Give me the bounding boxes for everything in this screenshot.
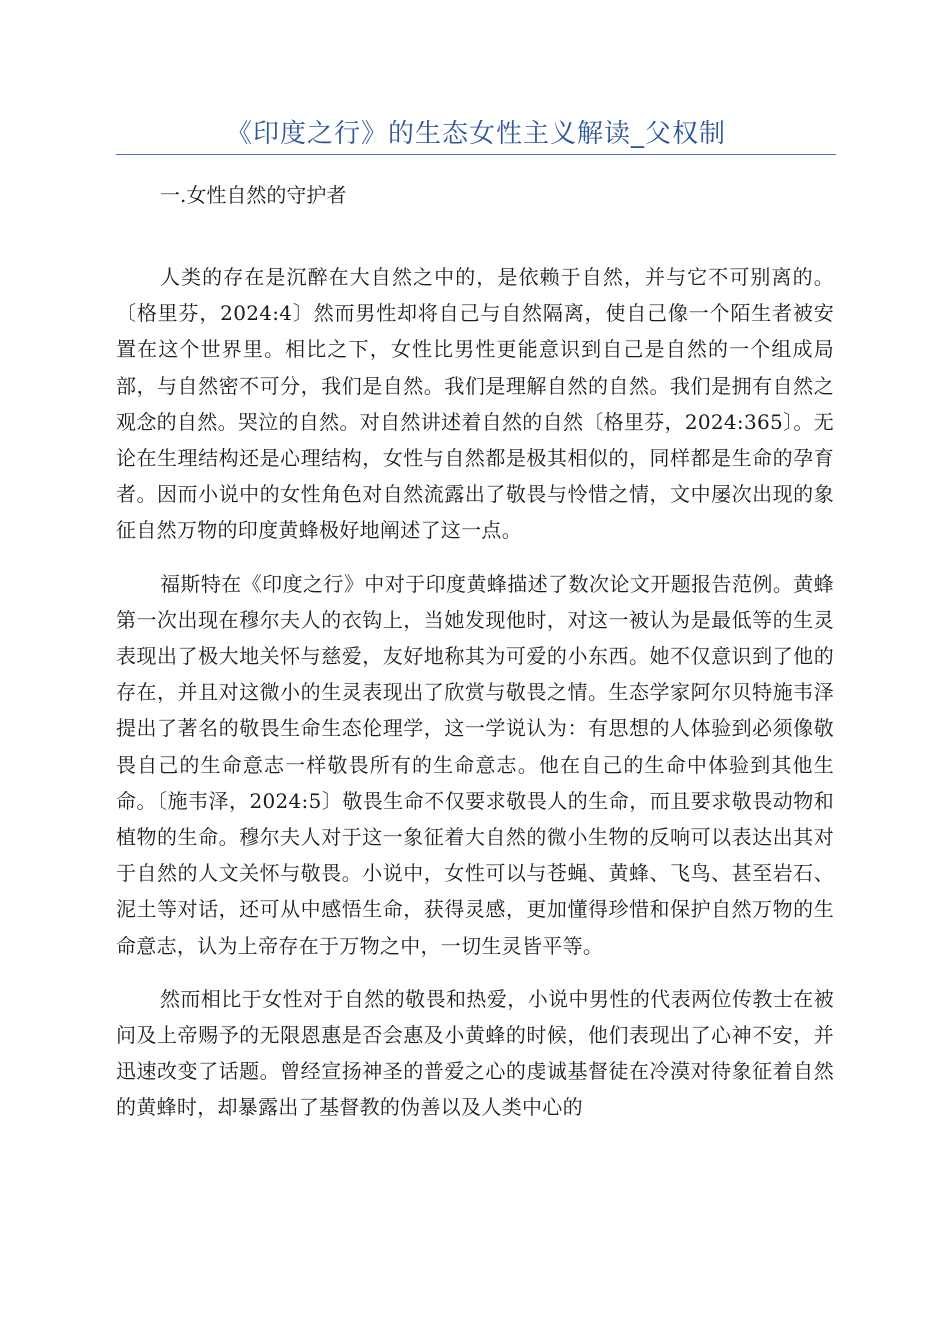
section-heading: 一.女性自然的守护者: [160, 183, 347, 207]
document-body: [116, 177, 834, 1126]
document-title: 《印度之行》的生态女性主义解读_父权制: [225, 119, 726, 149]
spacer: [116, 549, 834, 566]
spacer: [116, 213, 834, 259]
paragraph-1: 人类的存在是沉醉在大自然之中的，是依赖于自然，并与它不可别离的。〔格里芬，2024:4〕然而男性却将自己与自然隔离，使自己像一个陌生者被安置在这个世界里。相比之下，女性比男性更能意识到自己是自然的一个组成局部，与自然密不可分，我们是自然。我们是理解自然的自然。我们是拥有自然之观念的自然。哭泣的自然。对自然讲述着自然的自然〔格里芬，2024:365〕。无论在生理结构还是心理结构，女性与自然都是极其相似的，同样都是生命的孕育者。因而小说中的女性角色对自然流露出了敬畏与怜惜之情，文中屡次出现的象征自然万物的印度黄蜂极好地阐述了这一点。: [116, 265, 834, 543]
title-underline: [116, 154, 836, 155]
paragraph-2: 福斯特在《印度之行》中对于印度黄蜂描述了数次论文开题报告范例。黄蜂第一次出现在穆尔夫人的衣钩上，当她发现他时，对这一被认为是最低等的生灵表现出了极大地关怀与慈爱，友好地称其为可爱的小东西。她不仅意识到了他的存在，并且对这微小的生灵表现出了欣赏与敬畏之情。生态学家阿尔贝特施韦泽提出了著名的敬畏生命生态伦理学，这一学说认为：有思想的人体验到必须像敬畏自己的生命意志一样敬畏所有的生命意志。他在自己的生命中体验到其他生命。〔施韦泽，2024:5〕敬畏生命不仅要求敬畏人的生命，而且要求敬畏动物和植物的生命。穆尔夫人对于这一象征着大自然的微小生物的反响可以表达出其对于自然的人文关怀与敬畏。小说中，女性可以与苍蝇、黄蜂、飞鸟、甚至岩石、泥土等对话，还可从中感悟生命，获得灵感，更加懂得珍惜和保护自然万物的生命意志，认为上帝存在于万物之中，一切生灵皆平等。: [116, 571, 834, 958]
spacer: [116, 964, 834, 981]
paragraph-3: 然而相比于女性对于自然的敬畏和热爱，小说中男性的代表两位传教士在被问及上帝赐予的无限恩惠是否会惠及小黄蜂的时候，他们表现出了心神不安，并迅速改变了话题。曾经宣扬神圣的普爱之心的虔诚基督徒在冷漠对待象征着自然的黄蜂时，却暴露出了基督教的伪善以及人类中心的: [116, 986, 834, 1120]
